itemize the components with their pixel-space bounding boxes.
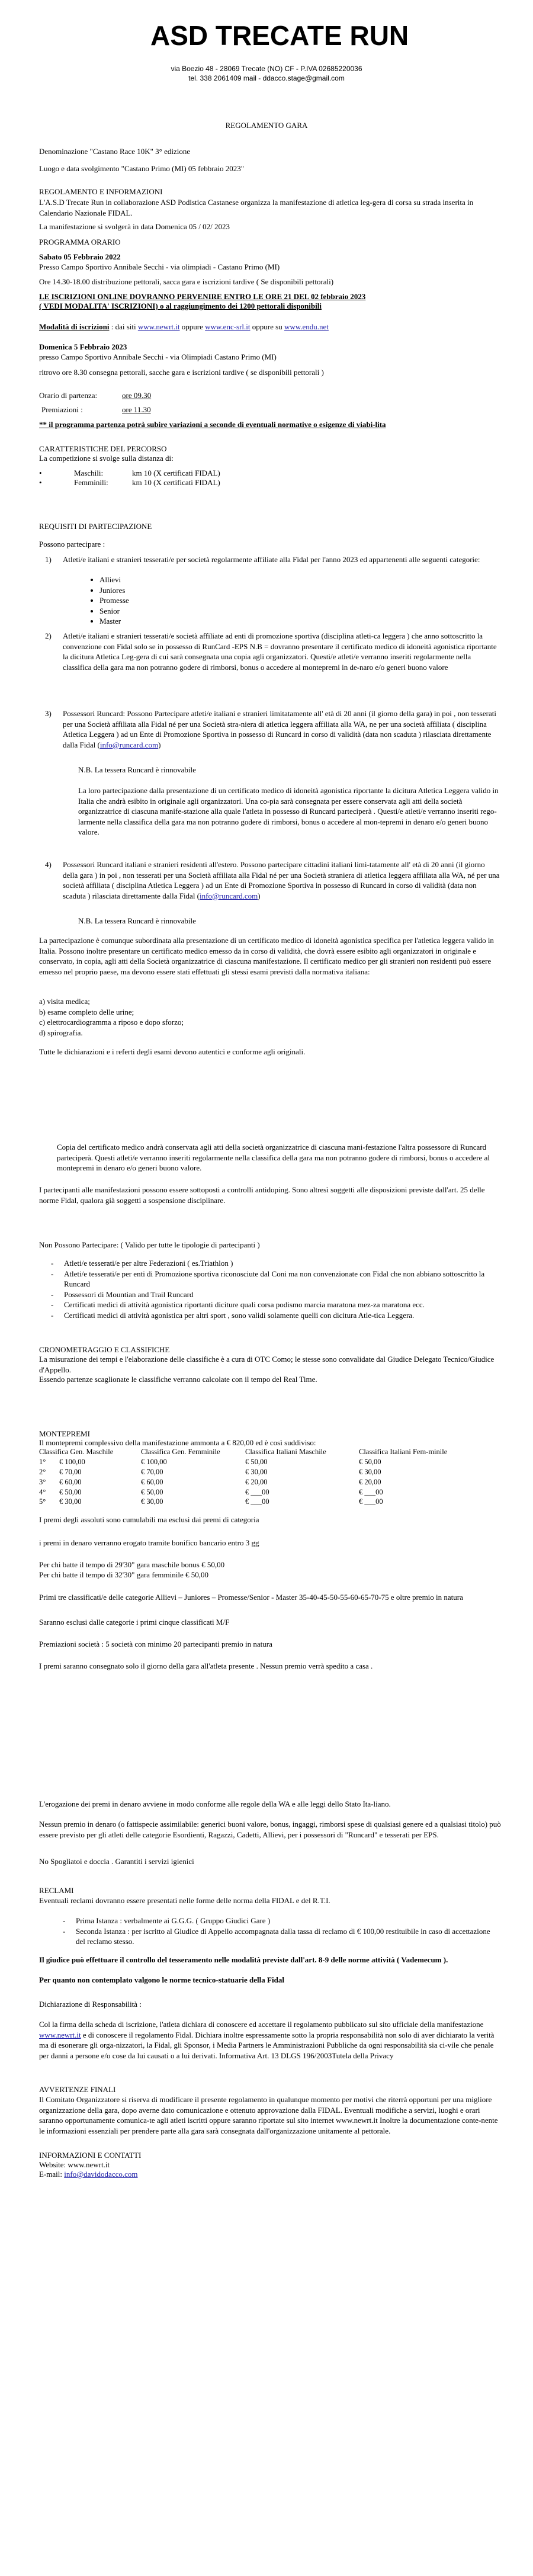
runcard-email-link[interactable]: info@runcard.com [200,891,258,900]
domenica-hours: ritrovo ore 8.30 consegna pettorali, sacche gara e iscrizioni tardive ( se disponibili pettorali ) [39,368,324,377]
giorno-manifestazione: La manifestazione si svolgerà in data Domenica 05 / 02/ 2023 [39,222,230,231]
requisito-2 [45,631,501,672]
table-cell: 4° [39,1487,46,1496]
table-cell: 3° [39,1477,46,1486]
modalita-iscrizioni [39,322,501,332]
requisito-3-cert: La loro partecipazione dalla presentazione di un certificato medico di idoneità agonistica riportante la dicitura Atletica Leggera valido in Italia che andrà esibito in originale agli organizzatori. Una co-pia sarà consegnata per essere conservata agli atti della società organizzatrice di ciascuna manife-stazione alla quale l'atleta in possesso di Runcard parteciperà . Questi/e atleti/e verranno inseriti rego-larmente nella classifica della gara ma non potranno godere di rimborsi, bonus o accedere al mon-tepremi in denaro e/o generi buono valore. [78,786,499,837]
doc-title: REGOLAMENTO GARA [225,121,308,130]
non-possono-intro: Non Possono Partecipare: ( Valido per tutte le tipologie di partecipanti ) [39,1240,260,1249]
contatti-website [39,2160,501,2170]
programma-heading: PROGRAMMA ORARIO [39,238,121,246]
divieto-premi: Nessun premio in denaro (o fattispecie assimilabile: generici buoni valore, bonus, ingaggi, rimborsi spese di qualsiasi genere ed a qualsiasi titolo) può essere previsto per gli atleti delle categorie Esordienti, Ragazzi, Cadetti, Allievi, per i possessori di "Runcard" e tesserati per EPS. [39,1820,501,1839]
norme-fidal: Per quanto non contemplato valgono le norme tecnico-statuarie della Fidal [39,1975,284,1984]
header-address: via Boezio 48 - 28069 Trecate (NO) CF - P.IVA 02685220036 [171,65,362,73]
spogliatoi: No Spogliatoi e doccia . Garantiti i servizi igienici [39,1857,194,1866]
percorso-intro: La competizione si svolge sulla distanza di: [39,454,174,463]
list-item: - Certificati medici di attività agonistica per altri sport , sono validi solamente quelli con dicitura Atle-tica Leggera. [51,1310,415,1320]
modalita-pre: : dai siti [109,322,138,331]
table-cell: € ___00 [245,1487,269,1496]
requisito-text-end: ) [258,891,261,900]
iscrizioni-deadline-1: LE ISCRIZIONI ONLINE DOVRANNO PERVENIRE ENTRO LE ORE 21 DEL 02 febbraio 2023 [39,292,366,301]
nota-cumulabili: I premi degli assoluti sono cumulabili ma esclusi dai premi di categoria [39,1515,259,1524]
table-cell: € 30,00 [141,1497,163,1506]
contatti-heading: INFORMAZIONI E CONTATTI [39,2151,142,2160]
requisiti-intro: Possono partecipare : [39,540,105,548]
list-item: - Seconda Istanza : per iscritto al Giudice di Appello accompagnata dalla tassa di reclamo di € 100,00 restituibile in caso di accettazione del reclamo stesso. [63,1926,490,1946]
responsabilita-heading: Dichiarazione di Responsabilità : [39,2000,142,2009]
list-item-text: Certificati medici di attività agonistica per altri sport , sono validi solamente quelli con dicitura Atle-tica Leggera. [64,1310,415,1320]
domenica-title: Domenica 5 Febbraio 2023 [39,342,127,351]
modalita-mid2: oppure su [250,322,284,331]
bullet-icon: • [39,469,42,477]
list-item-text: Seconda Istanza : per iscritto al Giudice di Appello accompagnata dalla tassa di reclamo di € 100,00 restituibile in caso di accettazione del reclamo stesso. [76,1926,490,1946]
table-header: Classifica Italiani Maschile [245,1448,326,1456]
premi-categoria: Primi tre classificati/e delle categorie Allievi – Juniores – Promesse/Senior - Master 35-40-45-50-55-60-65-70-75 e oltre premio in natura [39,1593,463,1602]
table-cell: € 30,00 [59,1497,82,1506]
regolamento-body: L'A.S.D Trecate Run in collaborazione ASD Podistica Castanese organizza la manifestazione di atletica leg-gera di corsa su strada inserita in Calendario Nazionale FIDAL. [39,198,474,217]
nota-programma: ** il programma partenza potrà subire variazioni a seconde di eventuali normative o esigenze di viabi-lita [39,420,386,429]
table-cell: 2° [39,1467,46,1476]
runcard-email-link[interactable]: info@runcard.com [99,740,159,749]
avvertenze-heading: AVVERTENZE FINALI [39,2085,116,2094]
modalita-mid: oppure [179,322,206,331]
table-cell: € 20,00 [359,1477,381,1486]
table-cell: € 30,00 [245,1467,268,1476]
table-row [39,1457,451,1467]
condizione-certificato: La partecipazione è comunque subordinata alla presentazione di un certificato medico di idoneità agonistica specifica per l'atletica leggera valido in Italia. Possono inoltre presentare un certificato medico emesso da in corso di validità, che dovrà essere esibito agli organizzatori in originale e conservato, in copia, agli atti della Società organizzatrice di ciascuna manifestazione. Il certificato medico per gli stranieri non residenti può essere emesso nel proprio paese, ma devono essere stati effettuati gli stessi esami previsti dalla normativa italiana: [39,936,494,976]
table-row [39,1477,451,1487]
categoria-item: • Senior [99,606,129,617]
esame-item: c) elettrocardiogramma a riposo e dopo sforzo; [39,1018,184,1027]
esclusi-categorie: Saranno esclusi dalle categorie i primi cinque classificati M/F [39,1618,230,1627]
record-femminile: Per chi batte il tempo di 32'30" gara femminile € 50,00 [39,1570,208,1579]
table-header: Classifica Gen. Maschile [39,1448,114,1456]
premiazioni-label: Premiazioni : [41,405,83,414]
table-cell: € 50,00 [59,1487,82,1496]
header-contacts: tel. 338 2061409 mail - ddacco.stage@gmail.com [188,74,345,82]
montepremi-intro: Il montepremi complessivo della manifestazione ammonta a € 820,00 ed è così suddiviso: [39,1438,316,1447]
categoria-item: • Allievi [99,575,129,585]
contatti-email [39,2169,501,2180]
sabato-title: Sabato 05 Febbraio 2022 [39,252,121,261]
percorso-value: km 10 (X certificati FIDAL) [132,469,220,477]
list-item: - Possessori di Mountian and Trail Runcard [51,1289,194,1299]
link-newrt[interactable]: www.newrt.it [137,322,180,331]
montepremi-heading: MONTEPREMI [39,1429,90,1438]
list-number: 2) [45,631,52,640]
list-item-text: Certificati medici di attività agonistica riportanti diciture quali corsa podismo marcia maratona mez-za maratona ecc. [64,1300,425,1310]
iscrizioni-deadline-2: ( VEDI MODALITA' ISCRIZIONI) o al raggiungimento dei 1200 pettorali disponibili [39,301,322,310]
luogo-data: Luogo e data svolgimento "Castano Primo (MI) 05 febbraio 2023" [39,164,245,173]
reclami-heading: RECLAMI [39,1886,74,1895]
erogazione-premi: L'erogazione dei premi in denaro avviene in modo conforme alle regole della WA e alle leggi dello Stato Ita-liano. [39,1799,391,1808]
table-cell: € 20,00 [245,1477,268,1486]
esame-item: b) esame completo delle urine; [39,1007,134,1016]
table-cell: 5° [39,1497,46,1506]
table-cell: € 70,00 [59,1467,82,1476]
table-cell: € 70,00 [141,1467,163,1476]
percorso-label: Femminili: [74,478,108,487]
requisiti-heading: REQUISITI DI PARTECIPAZIONE [39,522,152,531]
certificato-copia: Copia del certificato medico andrà conservata agli atti della società organizzatrice di ciascuna mani-festazione l'altra possessore di Runcard parteciperà. Questi atleti/e verranno inseriti regolarmente nella classifica della gara ma non potranno godere di rimborsi, bonus o accedere al montepremi in denaro e/o generi buono valore. [57,1143,490,1173]
table-header: Classifica Italiani Fem-minile [359,1448,448,1456]
requisito-4 [45,859,501,901]
table-row [39,1497,451,1507]
list-number: 1) [45,555,52,564]
list-item-text: Prima Istanza : verbalmente ai G.G.G. ( Gruppo Giudici Gare ) [76,1916,271,1925]
sabato-place: Presso Campo Sportivo Annibale Secchi - via olimpiadi - Castano Primo (MI) [39,262,280,271]
requisito-text: Possessori Runcard italiani e stranieri residenti all'estero. Possono partecipare cittadini italiani limi-tatamente all' età di 20 anni (il giorno della gara ) in poi , non tesserati per una Società affiliata alla Fidal né per una Società straniera di atletica leggera affiliata alla WA, né per una società affiliata ( disciplina Atletica Leggera ) ad un Ente di Promozione Sportiva in possesso di Runcard in corso di validità (data non scaduta ) rilasciata direttamente dalla Fidal ( [63,860,500,900]
reclami-intro: Eventuali reclami dovranno essere presentati nelle forme delle norma della FIDAL e del R.T.I. [39,1896,330,1905]
nb-runcard: N.B. La tessera Runcard è rinnovabile [78,916,196,925]
table-header: Classifica Gen. Femminile [141,1448,220,1456]
requisito-text: Atleti/e italiani e stranieri tesserati/e società affiliate ad enti di promozione sportiva (disciplina atleti-ca leggera ) che anno sottoscritto la convenzione con Fidal solo se in possesso di RunCard -EPS N.B = dovranno presentare il certificato medico di idoneità agonistica riportante la dicitura Atletica Leg-gera di cui sarà consegnata una copia agli organizzatori. Questi/e atleti/e verranno inseriti regolarmente nella classifica della gara ma non potranno godere di rimborsi, bonus o accedere al montepremi in de-naro e/o generi buono valore [63,631,497,672]
regolamento-heading: REGOLAMENTO E INFORMAZIONI [39,187,163,196]
percorso-value: km 10 (X certificati FIDAL) [132,478,220,487]
table-cell: € 30,00 [359,1467,381,1476]
bullet-icon: • [39,478,42,487]
nb-runcard: N.B. La tessera Runcard è rinnovabile [78,765,196,774]
table-cell: € ___00 [359,1487,383,1496]
table-cell: € 60,00 [141,1477,163,1486]
requisito-3 [45,708,501,750]
denominazione: Denominazione "Castano Race 10K" 3° edizione [39,147,191,156]
table-cell: € 100,00 [141,1457,167,1466]
responsabilita-body [39,2019,501,2061]
list-number: 3) [45,709,52,718]
controllo-tesseramento: Il giudice può effettuare il controllo del tesseramento nelle modalità previste dall'art. 8-9 delle norme attività ( Vademecum ). [39,1955,448,1964]
table-cell: € 50,00 [359,1457,381,1466]
brand-name: ASD TRECATE RUN [150,20,409,51]
table-cell: 1° [39,1457,46,1466]
non-possono-list [51,1258,501,1320]
modalita-label: Modalità di iscrizioni [39,322,110,331]
website-link[interactable]: www.newrt.it [68,2160,110,2169]
partenza-label: Orario di partenza: [39,391,98,400]
cronometraggio-body-2: Essendo partenze scaglionate le classifiche verranno calcolate con il tempo del Real Time. [39,1375,317,1384]
dichiarazioni-note: Tutte le dichiarazioni e i referti degli esami devono autentici e conforme agli originali. [39,1047,306,1056]
list-item: - Prima Istanza : verbalmente ai G.G.G. ( Gruppo Giudici Gare ) [63,1916,271,1925]
brand-banner [140,13,407,58]
list-item: - Atleti/e tesserati/e per enti di Promozione sportiva riconosciute dal Coni ma non convenzionate con Fidal che non abbiano sottoscritto la Runcard [51,1269,485,1289]
domenica-place: presso Campo Sportivo Annibale Secchi - via Olimpiadi Castano Primo (MI) [39,352,277,361]
brand-logo-icon [140,17,145,54]
website-label: Website: [39,2160,68,2169]
cronometraggio-body: La misurazione dei tempi e l'elaborazione delle classifiche è a cura di OTC Como; le stesse sono convalidate dal Giudice Delegato Tecnico/Giudice d'Appello. [39,1355,495,1374]
list-number: 4) [45,860,52,869]
email-link[interactable]: info@davidodacco.com [64,2170,138,2179]
table-row [39,1467,451,1477]
requisito-text: Possessori Runcard: Possono Partecipare atleti/e italiani e stranieri limitatamente all' età di 20 anni (il giorno della gara) in poi , non tesserati per una Società affiliata alla Fidal né per una Società stra-niera di atletica leggera affiliata alla WA, ne per una società affiliata ( disciplina Atletica Leggera ) ad un Ente di Promozione Sportiva in possesso di Runcard in corso di validità (data non scaduta ) rilasciata direttamente dalla Fidal ( [63,709,496,749]
consegna-premi: I premi saranno consegnato solo il giorno della gara all'atleta presente . Nessun premio verrà spedito a casa . [39,1661,373,1670]
link-enc[interactable]: www.enc-srl.it [205,322,251,331]
partenza-value: ore 09.30 [122,391,152,400]
responsabilita-text: Col la firma della scheda di iscrizione, l'atleta dichiara di conoscere ed accettare il regolamento pubblicato sul sito ufficiale della manifestazione [39,2020,484,2029]
esame-item: d) spirografia. [39,1028,83,1037]
montepremi-table [39,1447,507,1507]
list-item-text: Possessori di Mountian and Trail Runcard [64,1289,194,1299]
list-item-text: Atleti/e tesserati/e per enti di Promozione sportiva riconosciute dal Coni ma non convenzionate con Fidal che non abbiano sottoscritto la Runcard [64,1269,485,1289]
list-item: - Certificati medici di attività agonistica riportanti diciture quali corsa podismo marcia maratona mez-za maratona ecc. [51,1300,425,1310]
link-newrt[interactable]: www.newrt.it [39,2030,81,2039]
requisito-1 [45,554,501,565]
sabato-hours: Ore 14.30-18.00 distribuzione pettorali, sacca gara e iscrizioni tardive ( Se disponibili pettorali) [39,277,334,286]
email-label: E-mail: [39,2170,65,2179]
list-item-text: Atleti/e tesserati/e per altre Federazioni ( es.Triathlon ) [64,1259,233,1268]
percorso-heading: CARATTERISTICHE DEL PERCORSO [39,444,167,453]
record-maschile: Per chi batte il tempo di 29'30" gara maschile bonus € 50,00 [39,1560,225,1569]
table-cell: € ___00 [245,1497,269,1506]
table-cell: € 50,00 [245,1457,268,1466]
table-cell: € 60,00 [59,1477,82,1486]
responsabilita-text: e di conoscere il regolamento Fidal. Dichiara inoltre espressamente sotto la propria responsabilità non solo di aver dichiarato la verità ma di esonerare gli orga-nizzatori, la Fidal, gli Sponsor, i Media Partners le Amministrazioni Pubbliche da ogni responsabilità sia ci-vile che penale per danni a persone e/o cose da lui causati o a lui derivati. Informativa Art. 13 DLGS 196/2003Tutela della Privacy [39,2030,495,2060]
categoria-item: • Juniores [99,585,129,596]
requisito-text-end: ) [158,740,161,749]
nota-bonifico: i premi in denaro verranno erogato tramite bonifico bancario entro 3 gg [39,1538,259,1547]
table-cell: € ___00 [359,1497,383,1506]
premiazioni-societa: Premiazioni società : 5 società con minimo 20 partecipanti premio in natura [39,1640,272,1648]
percorso-row [39,477,220,488]
link-endu[interactable]: www.endu.net [284,322,329,331]
table-row [39,1487,451,1497]
categorie-list [89,575,129,627]
list-item: - Atleti/e tesserati/e per altre Federazioni ( es.Triathlon ) [51,1259,233,1268]
antidoping: I partecipanti alle manifestazioni possono essere sottoposti a controlli antidoping. Sono altresì soggetti alle disposizioni previste dall'art. 25 delle norme Fidal, qualora già soggetti a sospensione disciplinare. [39,1185,485,1205]
percorso-label: Maschili: [74,469,104,477]
table-cell: € 100,00 [59,1457,85,1466]
categoria-item: • Promesse [99,595,129,606]
esame-item: a) visita medica; [39,997,90,1006]
table-header-row [39,1447,451,1457]
requisito-text: Atleti/e italiani e stranieri tesserati/e per società regolarmente affiliate alla Fidal per l'anno 2023 ed appartenenti alle seguenti categorie: [63,555,480,564]
esami-list [39,996,501,1038]
categoria-item: • Master [99,616,129,627]
percorso-row [39,468,220,479]
premiazioni-value: ore 11.30 [122,405,151,414]
table-cell: € 50,00 [141,1487,163,1496]
reclami-list [63,1916,501,1947]
cronometraggio-heading: CRONOMETRAGGIO E CLASSIFICHE [39,1345,170,1354]
avvertenze-body: Il Comitato Organizzatore si riserva di modificare il presente regolamento in qualunque momento per motivi che riterrà opportuni per una migliore organizzazione della gara, dopo averne dato comunicazione e ottenuto approvazione dalla FIDAL. Eventuali modifiche a servizi, luoghi e orari saranno opportunamente comunica-te agli atleti iscritti oppure saranno riportate sul sito internet www.newrt.it Inoltre la documentazione conte-nente le informazioni essenziali per prendere parte alla gara sarà consegnata dall'organizzazione unitamente al pettorale. [39,2095,498,2135]
